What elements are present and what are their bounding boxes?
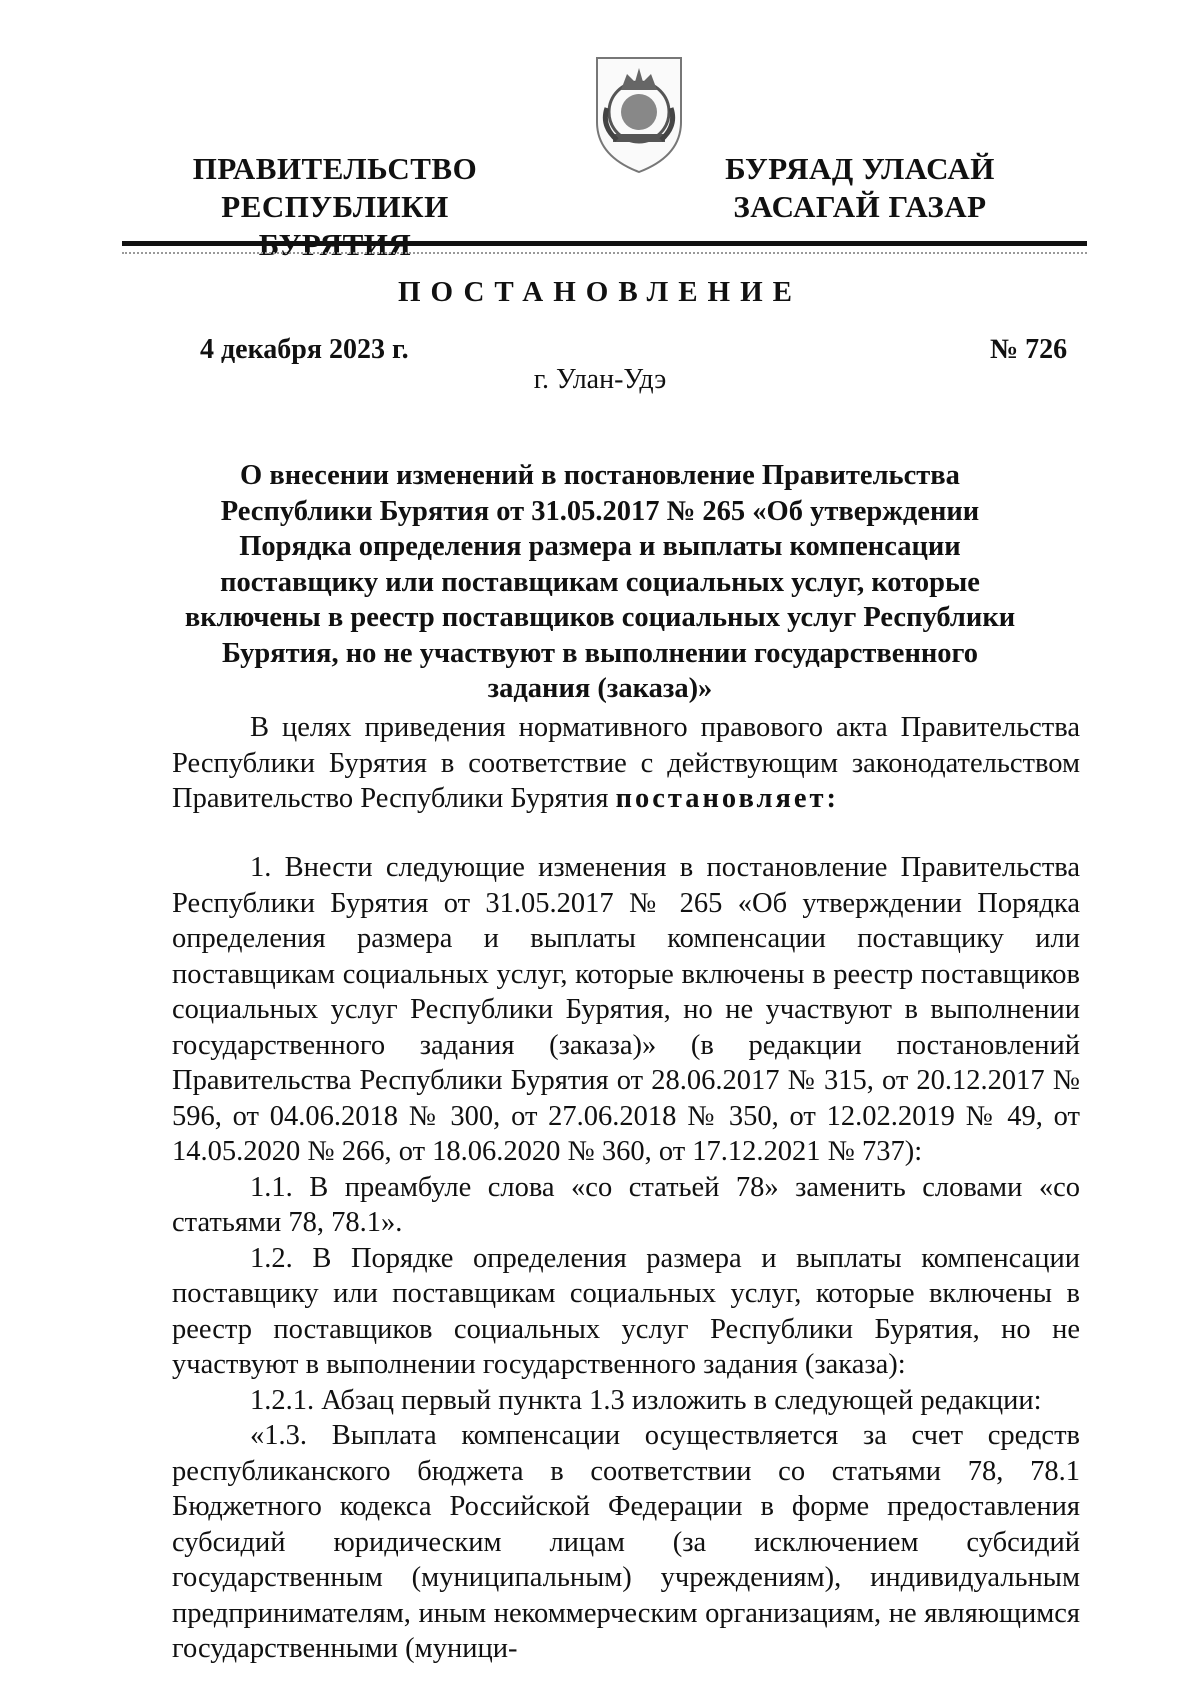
main-body	[172, 850, 1080, 1667]
clause-1: 1. Внести следующие изменения в постановление Правительства Республики Бурятия от 31.05.2017 № 265 «Об утверждении Порядка определения размера и выплаты компенсации поставщику или поставщикам социальных услуг, которые включены в реестр поставщиков социальных услуг Республики Бурятия, но не участвуют в выполнении государственного задания (заказа)» (в редакции постановлений Правительства Республики Бурятия от 28.06.2017 № 315, от 20.12.2017 № 596, от 04.06.2018 № 300, от 27.06.2018 № 350, от 12.02.2019 № 49, от 14.05.2020 № 266, от 18.06.2020 № 360, от 17.12.2021 № 737):	[172, 852, 1080, 1167]
document-number: № 726	[990, 334, 1068, 365]
org-name-bua	[690, 150, 1030, 226]
org-name-bua-line2: ЗАСАГАЙ ГАЗАР	[733, 189, 987, 224]
org-name-ru	[160, 150, 510, 264]
preamble-emphasis: постановляет:	[615, 783, 840, 814]
org-name-bua-line1: БУРЯАД УЛАСАЙ	[725, 151, 995, 186]
preamble-paragraph	[172, 710, 1080, 817]
clause-1-2-1: 1.2.1. Абзац первый пункта 1.3 изложить в следующей редакции:	[250, 1384, 1042, 1416]
header-rule	[122, 241, 1087, 246]
document-subject: О внесении изменений в постановление Правительства Республики Бурятия от 31.05.2017 № 265 «Об утверждении Порядка определения размера и выплаты компенсации поставщику или поставщикам социальных услуг, которые включены в реестр поставщиков социальных услуг Республики Бурятия, но не участвуют в выполнении государственного задания (заказа)»	[184, 460, 1016, 704]
coat-of-arms-icon	[591, 52, 687, 176]
clause-1-2: 1.2. В Порядке определения размера и выплаты компенсации поставщику или поставщикам социальных услуг, которые включены в реестр поставщиков социальных услуг Республики Бурятия, но не участвуют в выполнении государственного задания (заказа):	[172, 1242, 1080, 1380]
preamble-text: В целях приведения нормативного правового акта Правительства Республики Бурятия в соответствие с действующим законодательством Правительство Республики Бурятия	[172, 712, 1080, 814]
document-type: ПОСТАНОВЛЕНИЕ	[397, 276, 802, 308]
org-name-ru-line1: ПРАВИТЕЛЬСТВО	[192, 151, 478, 186]
document-city: г. Улан-Удэ	[533, 364, 667, 395]
clause-1-1: 1.1. В преамбуле слова «со статьей 78» заменить словами «со статьями 78, 78.1».	[172, 1171, 1080, 1238]
preamble	[172, 710, 1080, 817]
org-name-ru-line2: РЕСПУБЛИКИ	[221, 189, 449, 224]
document-date: 4 декабря 2023 г.	[200, 334, 409, 365]
header-rule-dotted	[122, 252, 1087, 254]
clause-1-3-quote: «1.3. Выплата компенсации осуществляется за счет средств республиканского бюджета в соответствии со статьями 78, 78.1 Бюджетного кодекса Российской Федерации в форме предоставления субсидий юридическим лицам (за исключением субсидий государственным (муниципальным) учреждениям), индивидуальным предпринимателям, иным некоммерческим организациям, не являющимся государственными (муници-	[172, 1420, 1080, 1664]
